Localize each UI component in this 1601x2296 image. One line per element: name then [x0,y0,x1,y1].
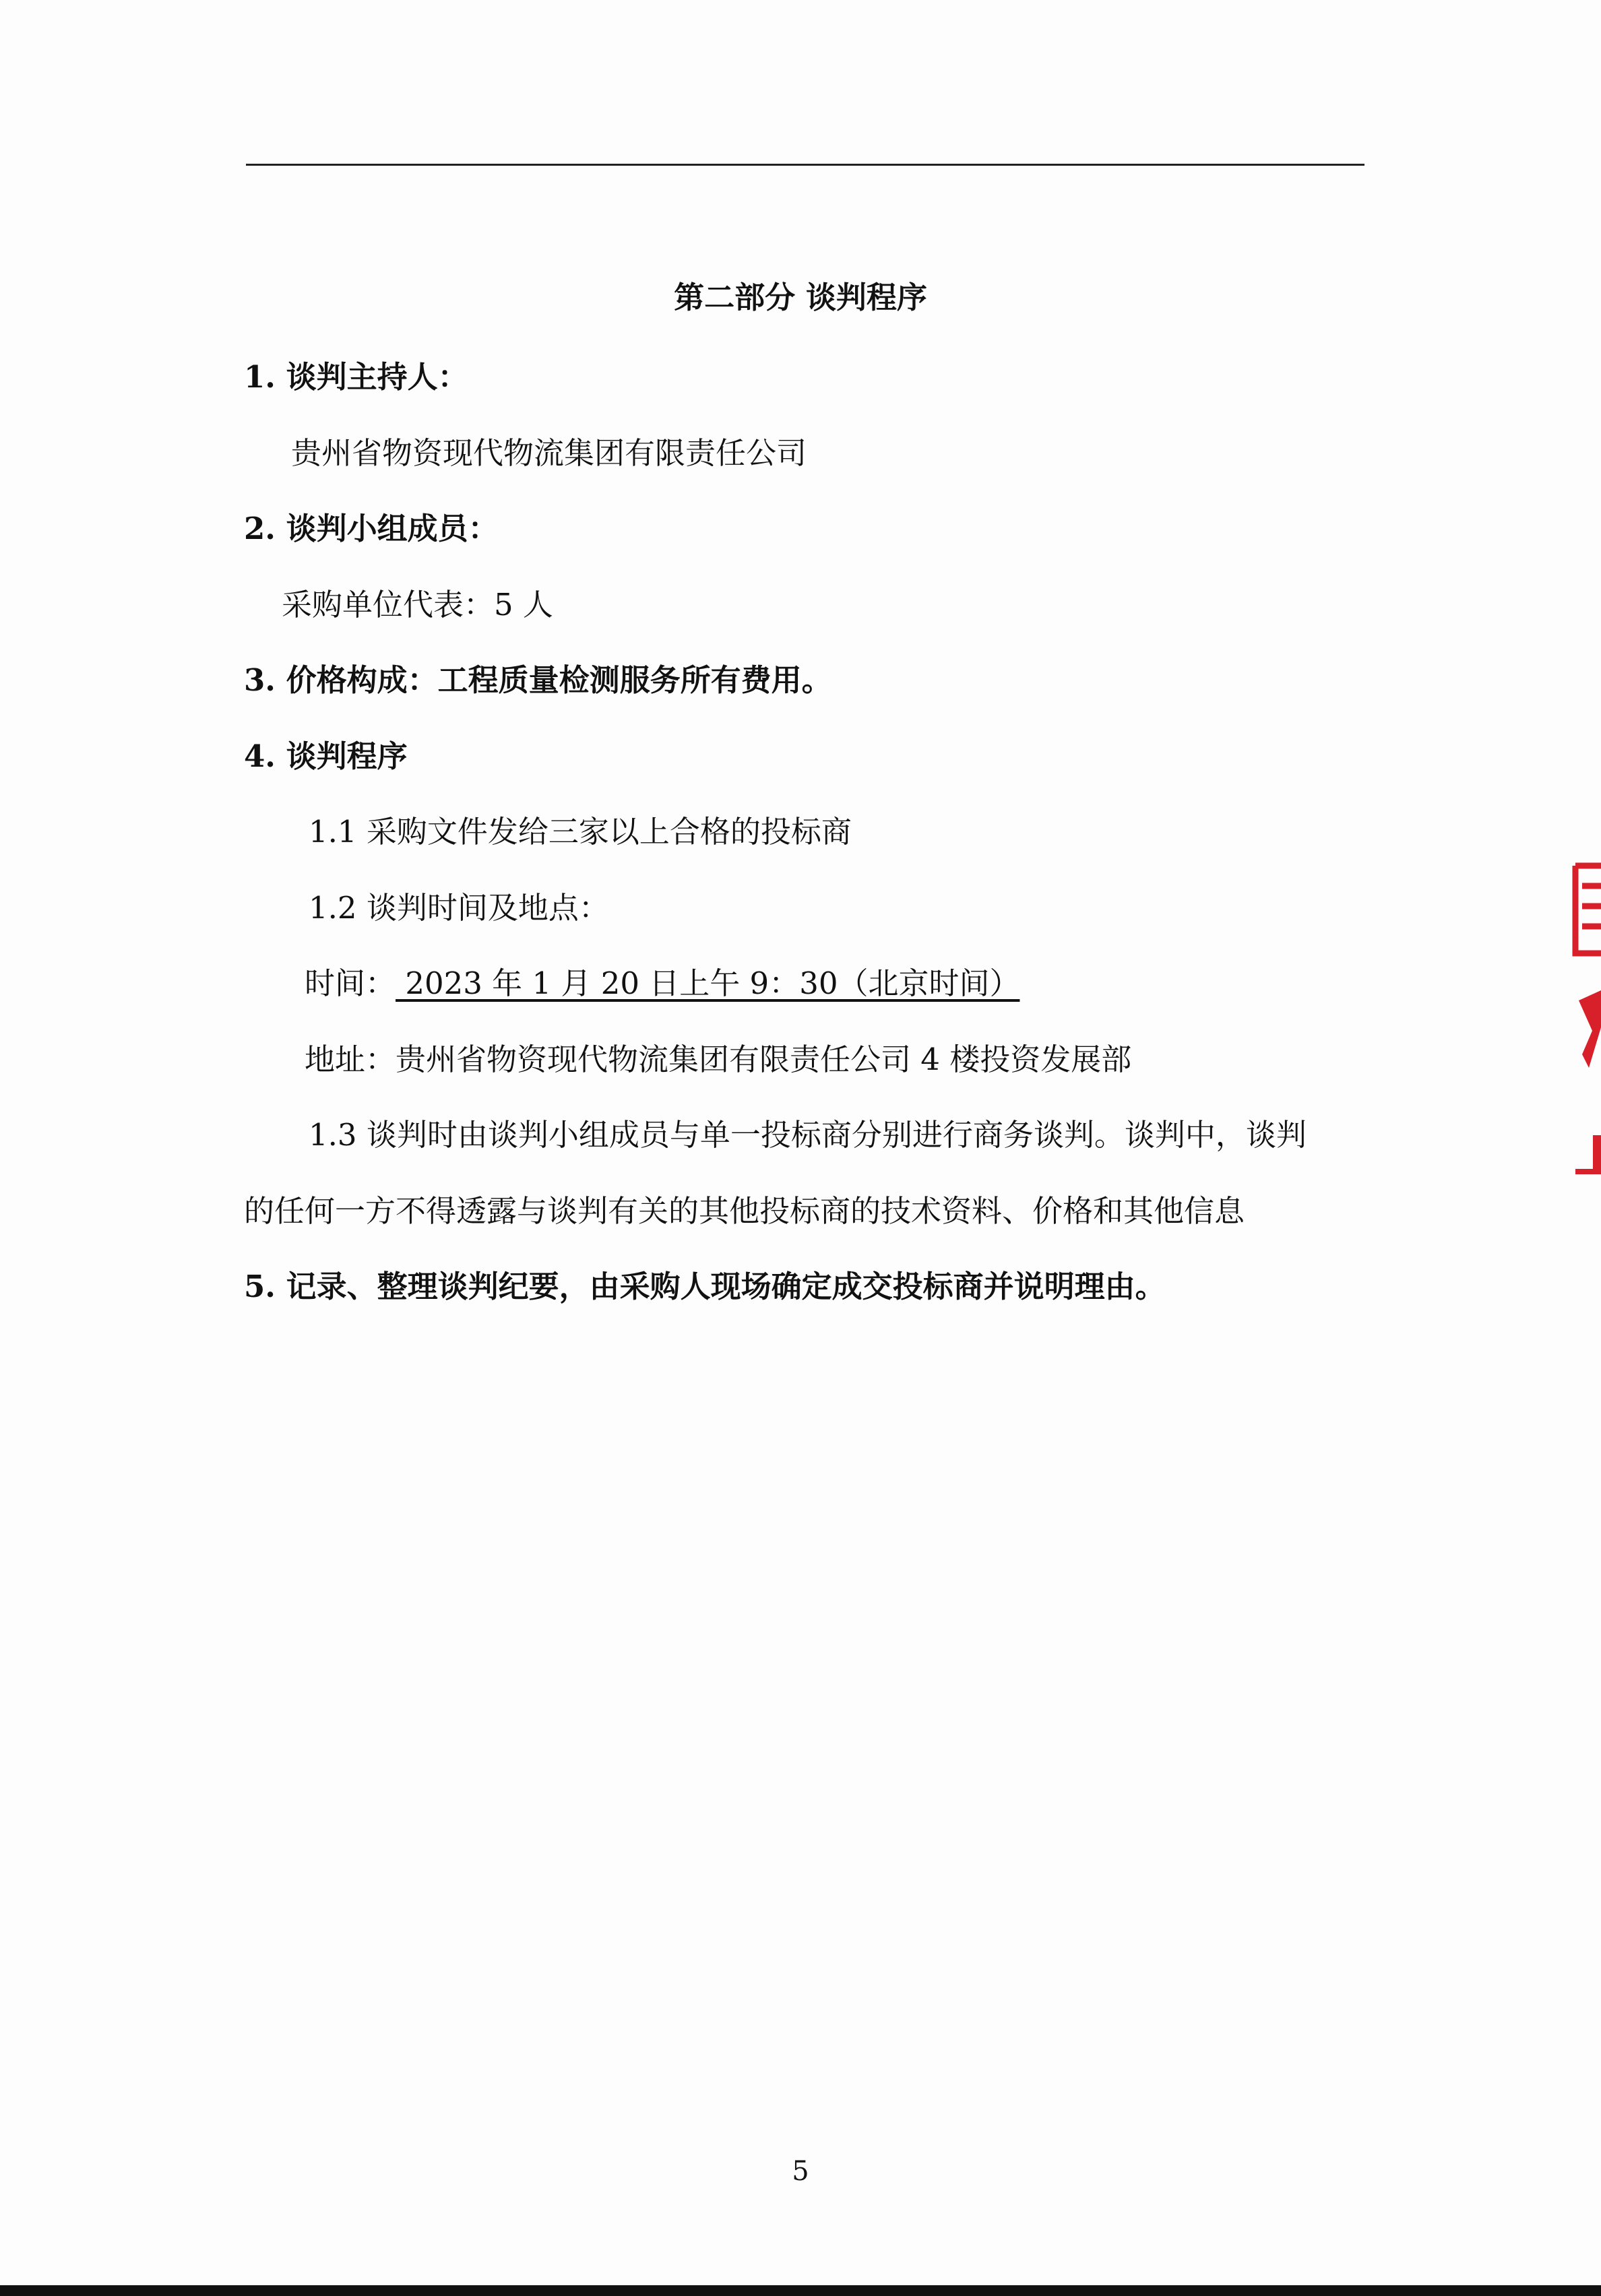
time-label: 时间： [305,965,396,1001]
item1-heading: 1. 谈判主持人： [244,359,468,395]
item4-2: 1.2 谈判时间及地点： [309,890,609,926]
item2-value: 采购单位代表：5 人 [282,587,553,623]
item2-heading: 2. 谈判小组成员： [244,511,499,546]
page-number: 5 [792,2156,809,2187]
item3-price: 3. 价格构成：工程质量检测服务所有费用。 [244,662,832,698]
item4-3-line1: 1.3 谈判时由谈判小组成员与单一投标商分别进行商务谈判。谈判中，谈判 [309,1117,1307,1153]
item4-1: 1.1 采购文件发给三家以上合格的投标商 [309,814,852,850]
item5-record: 5. 记录、整理谈判纪要，由采购人现场确定成交投标商并说明理由。 [244,1269,1166,1304]
time-value: 2023 年 1 月 20 日上午 9：30（北京时间） [396,965,1020,1001]
address: 地址：贵州省物资现代物流集团有限责任公司 4 楼投资发展部 [305,1042,1132,1077]
red-seal-stamp [1562,852,1601,1189]
scan-edge [0,2285,1601,2296]
header-rule [246,164,1364,166]
item4-3-line2: 的任何一方不得透露与谈判有关的其他投标商的技术资料、价格和其他信息 [244,1193,1245,1229]
section-title: 第二部分 谈判程序 [674,280,927,315]
item1-value: 贵州省物资现代物流集团有限责任公司 [291,435,807,471]
item4-heading: 4. 谈判程序 [244,738,408,774]
time-row [305,963,1019,1004]
